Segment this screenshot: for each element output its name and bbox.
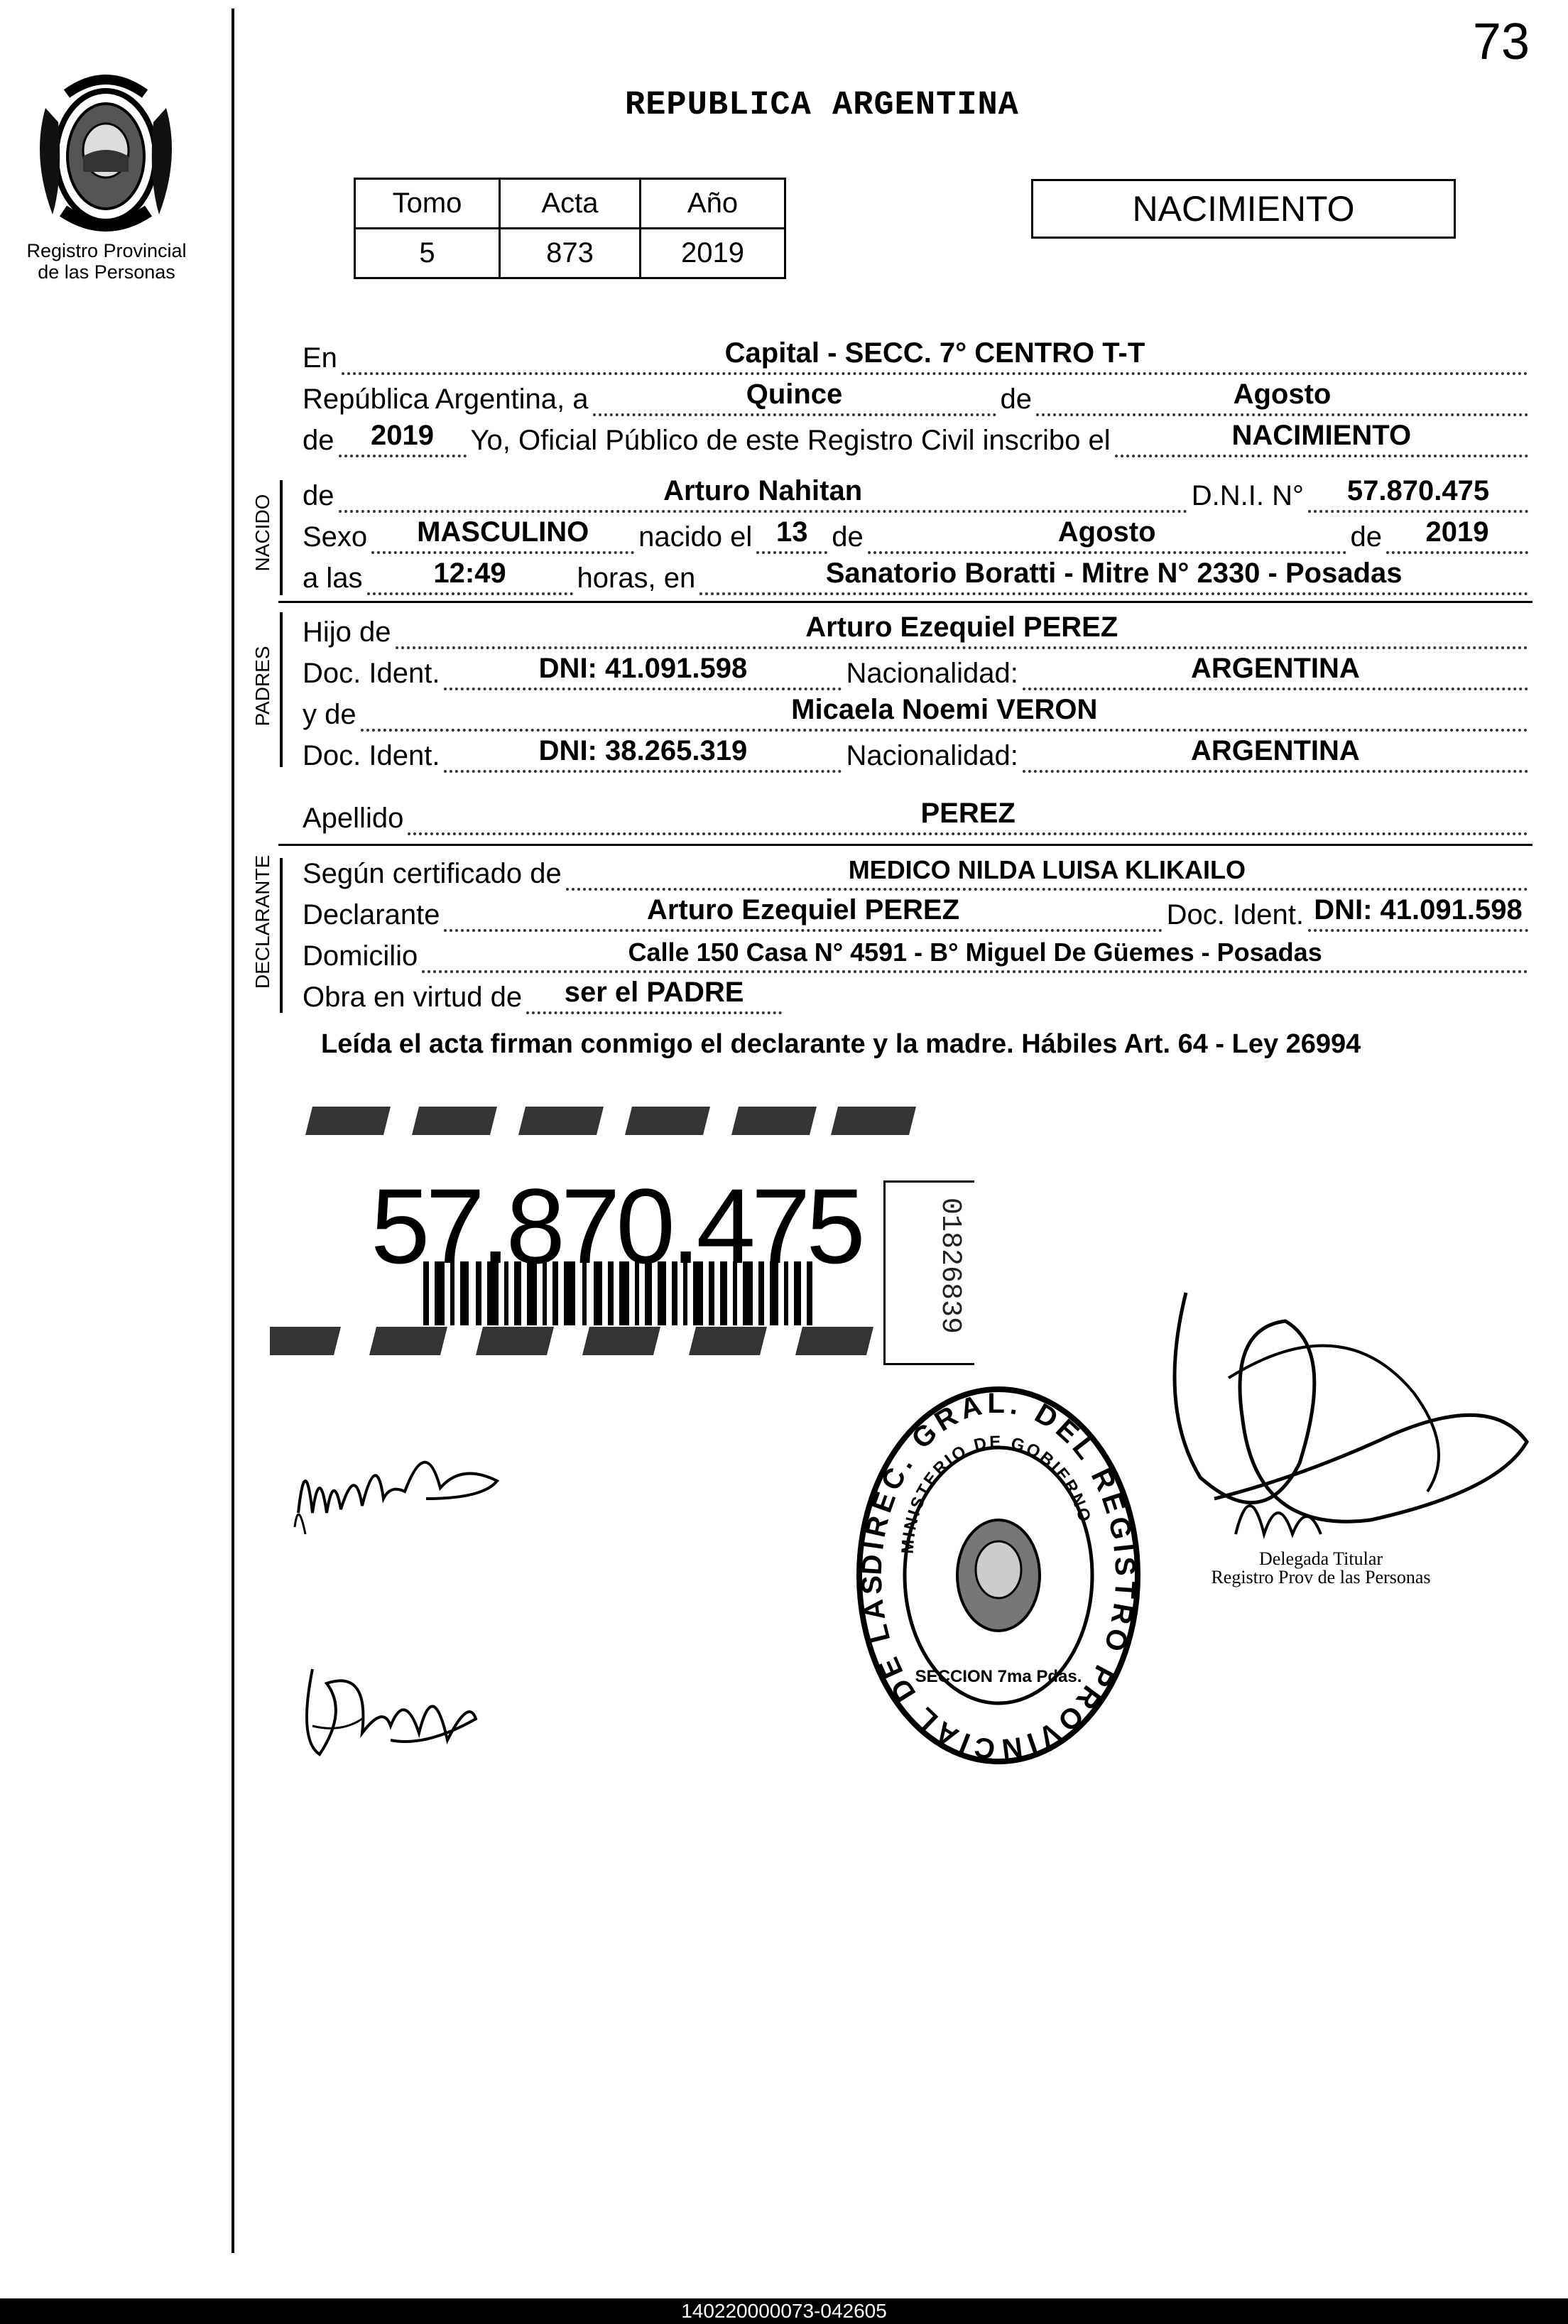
sex-value: MASCULINO — [417, 516, 589, 548]
hijo-de-label: Hijo de — [303, 617, 391, 648]
father-name-field — [396, 612, 1528, 649]
padres-section-label: PADRES — [251, 646, 273, 727]
declarant-signature — [284, 1421, 518, 1563]
sexo-label: Sexo — [303, 521, 368, 553]
nacido-sex-line — [303, 514, 1532, 554]
tomo-value: 5 — [355, 229, 500, 278]
page-number: 73 — [1472, 13, 1530, 70]
surname-field — [408, 798, 1528, 835]
document-footer-id: 140220000073-042605 — [0, 2298, 1568, 2324]
mother-doc-line — [303, 733, 1532, 773]
nacido-de-label: de — [303, 480, 334, 511]
domicilio-label: Domicilio — [303, 940, 418, 972]
barcode-dni-number: 57.870.475 — [371, 1166, 861, 1286]
mother-doc-field — [444, 735, 842, 773]
birth-month-value: Agosto — [1057, 516, 1156, 548]
apellido-label: Apellido — [303, 803, 404, 834]
left-margin-rule — [232, 9, 234, 2253]
nacido-name-line — [303, 473, 1532, 513]
child-name-value: Arturo Nahitan — [663, 475, 863, 506]
nacido-bracket — [280, 480, 283, 595]
stamp-bottom-text: SECCION 7ma Pdas. — [915, 1667, 1082, 1686]
registry-label-line2: de las Personas — [38, 261, 175, 283]
father-nat-value: ARGENTINA — [1191, 653, 1360, 684]
surname-line — [303, 796, 1532, 835]
father-nat-label: Nacionalidad: — [846, 658, 1018, 689]
mother-nat-field — [1023, 735, 1528, 773]
declarant-doc-value: DNI: 41.091.598 — [1314, 894, 1523, 925]
registry-seal-stamp — [849, 1384, 1148, 1767]
cert-label: Según certificado de — [303, 858, 562, 889]
acta-header: Acta — [500, 179, 641, 229]
cert-field — [566, 855, 1528, 891]
birth-day-field — [756, 516, 827, 554]
surname-value: PEREZ — [920, 798, 1016, 829]
act-field — [1115, 420, 1528, 457]
mother-nat-label: Nacionalidad: — [846, 740, 1018, 771]
republic-label: República Argentina, a — [303, 384, 589, 415]
dni-label: D.N.I. N° — [1191, 480, 1304, 511]
closing-note: Leída el acta firman conmigo el declarante y la madre. Hábiles Art. 64 - Ley 26994 — [321, 1029, 1361, 1059]
declarante-bracket — [280, 858, 283, 1013]
barcode-serial: 01826839 — [934, 1198, 966, 1335]
place-value: Capital - SECC. 7° CENTRO T-T — [724, 337, 1145, 369]
mother-name-value: Micaela Noemi VERON — [791, 694, 1098, 725]
a-las-label: a las — [303, 563, 363, 594]
declarant-doc-field — [1308, 894, 1528, 932]
acta-value: 873 — [500, 229, 641, 278]
act-value: NACIMIENTO — [1231, 420, 1412, 451]
month-field — [1036, 379, 1528, 416]
obra-label: Obra en virtud de — [303, 982, 523, 1013]
place-field — [342, 337, 1528, 375]
declarant-doc-label: Doc. Ident. — [1166, 899, 1304, 930]
de-label-2: de — [303, 425, 334, 456]
section-rule-1 — [278, 601, 1532, 603]
child-dni-field — [1308, 475, 1528, 513]
child-name-field — [339, 475, 1187, 513]
statement-line — [303, 418, 1532, 457]
y-de-label: y de — [303, 699, 356, 730]
birth-time-field — [367, 558, 573, 595]
year-value: 2019 — [371, 420, 434, 451]
birth-month-field — [868, 516, 1346, 554]
stamp-outer-text: DIREC. GRAL. DEL REGISTRO PROVINCIAL DE LAS — [856, 1387, 1141, 1765]
address-line — [303, 933, 1532, 973]
horas-label: horas, en — [577, 563, 696, 594]
birth-year-value: 2019 — [1425, 516, 1489, 548]
sex-field — [371, 516, 634, 554]
father-nat-field — [1023, 653, 1528, 690]
birth-place-value: Sanatorio Boratti - Mitre N° 2330 - Posadas — [825, 558, 1403, 589]
father-doc-field — [444, 653, 842, 690]
official-registry: Registro Prov de las Personas — [1211, 1567, 1431, 1587]
official-signature-caption — [1165, 1550, 1477, 1587]
year-field — [339, 420, 467, 457]
father-line — [303, 609, 1532, 649]
declarant-name-value: Arturo Ezequiel PEREZ — [646, 894, 960, 925]
day-value: Quince — [746, 379, 843, 410]
place-line — [303, 335, 1532, 375]
mother-nat-value: ARGENTINA — [1191, 735, 1360, 766]
tomo-header: Tomo — [355, 179, 500, 229]
mother-name-field — [361, 694, 1528, 732]
birth-time-value: 12:49 — [433, 558, 506, 589]
record-table-header-row — [355, 179, 785, 229]
capacity-field — [526, 977, 782, 1014]
birth-de-label-2: de — [1350, 521, 1382, 553]
mother-doc-value: DNI: 38.265.319 — [538, 735, 748, 766]
father-doc-value: DNI: 41.091.598 — [538, 653, 748, 684]
day-field — [593, 379, 996, 416]
date-line — [303, 376, 1532, 416]
declarante-label: Declarante — [303, 899, 440, 930]
official-title: Delegada Titular — [1258, 1548, 1383, 1569]
mother-line — [303, 692, 1532, 732]
mother-signature — [284, 1641, 497, 1783]
record-type-box: NACIMIENTO — [1031, 179, 1456, 239]
father-doc-label: Doc. Ident. — [303, 658, 440, 689]
nacido-el-label: nacido el — [638, 521, 753, 553]
nacido-section-label: NACIDO — [251, 494, 273, 572]
declarant-name-field — [444, 894, 1162, 932]
birth-day-value: 13 — [776, 516, 808, 548]
de-label: de — [1000, 384, 1032, 415]
cert-value: MEDICO NILDA LUISA KLIKAILO — [848, 855, 1246, 884]
padres-bracket — [280, 612, 283, 767]
section-rule-2 — [278, 844, 1532, 846]
father-name-value: Arturo Ezequiel PEREZ — [805, 612, 1118, 643]
en-label: En — [303, 342, 337, 374]
stamp-inner-text: MINISTERIO DE GOBIERNO — [898, 1432, 1095, 1555]
nacido-time-line — [303, 555, 1532, 595]
birth-place-field — [699, 558, 1528, 595]
anio-header: Año — [641, 179, 785, 229]
birth-de-label: de — [832, 521, 864, 553]
document-title: REPUBLICA ARGENTINA — [625, 87, 1019, 124]
provincial-crest-logo — [31, 65, 180, 243]
record-table-value-row — [355, 229, 785, 278]
declarante-section-label: DECLARANTE — [251, 854, 273, 989]
child-dni-value: 57.870.475 — [1346, 475, 1490, 506]
anio-value: 2019 — [641, 229, 785, 278]
dni-barcode-sticker — [270, 1099, 973, 1369]
certificate-line — [303, 851, 1532, 891]
registry-label — [0, 240, 213, 283]
capacity-line — [303, 974, 1532, 1014]
father-doc-line — [303, 651, 1532, 690]
registry-label-line1: Registro Provincial — [26, 240, 187, 261]
birth-year-field — [1386, 516, 1528, 554]
mother-doc-label: Doc. Ident. — [303, 740, 440, 771]
declarant-line — [303, 892, 1532, 932]
record-number-table — [354, 178, 786, 279]
address-value: Calle 150 Casa N° 4591 - B° Miguel De Güemes - Posadas — [628, 938, 1322, 967]
capacity-value: ser el PADRE — [564, 977, 744, 1008]
month-value: Agosto — [1233, 379, 1332, 410]
address-field — [422, 938, 1528, 973]
statement-text: Yo, Oficial Público de este Registro Civil inscribo el — [470, 425, 1111, 456]
